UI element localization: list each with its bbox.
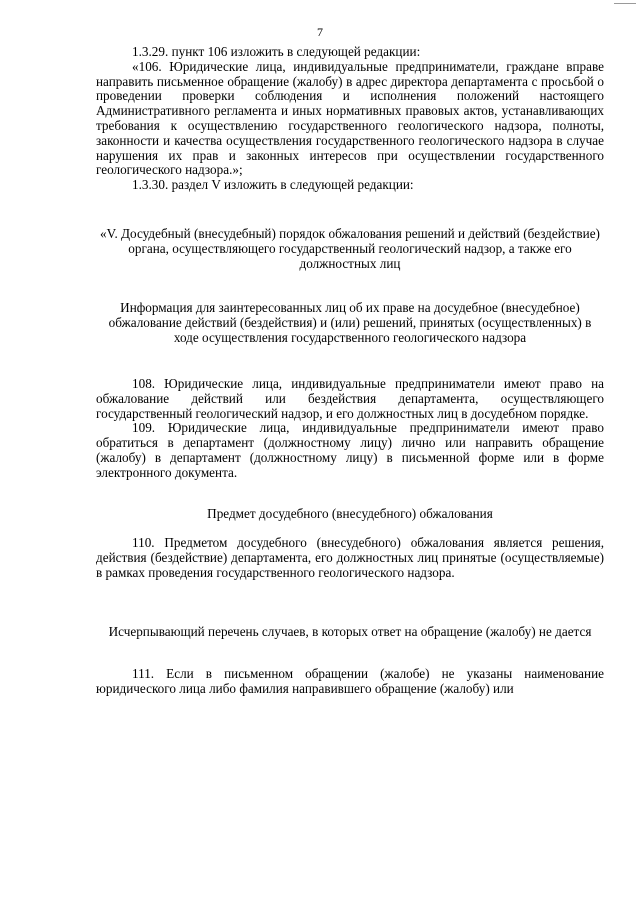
paragraph-109: 109. Юридические лица, индивидуальные предприниматели имеют право обратиться в департамент (должностному лицу) лично или направить обращение (жалобу) в департамент (должностному лицу) в письменной форме или в форме электронного документа. xyxy=(96,420,604,480)
paragraph-111-block xyxy=(96,667,604,697)
section-v-title-block xyxy=(96,227,604,271)
section-heading: Предмет досудебного (внесудебного) обжалования xyxy=(207,506,493,521)
paragraph-108: 108. Юридические лица, индивидуальные предприниматели имеют право на обжалование действий или бездействия департамента, осуществляющего государственный геологический надзор, и его должностных лиц в досудебном порядке. xyxy=(96,376,604,421)
amendment-paragraph: 1.3.30. раздел V изложить в следующей редакции: xyxy=(132,177,414,193)
section-heading: Исчерпывающий перечень случаев, в которых ответ на обращение (жалобу) не дается xyxy=(108,624,592,639)
heading-subject-block xyxy=(96,507,604,522)
scan-corner-mark xyxy=(614,0,636,4)
paragraphs-108-109 xyxy=(96,377,604,481)
section-title: «V. Досудебный (внесудебный) порядок обжалования решений и действий (бездействие) органа, осуществляющего государственный геологический надзор, а также его должностных лиц xyxy=(100,226,600,271)
paragraph-106: «106. Юридические лица, индивидуальные предприниматели, граждане вправе направить письменное обращение (жалобу) в адрес директора департамента с просьбой о проведении проверки соблюдения и исполнения положений настоящего Административного регламента и иных нормативных правовых актов, устанавливающих требования к осуществлению государственного геологического надзора, полноты, законности и качества осуществления государственного геологического надзора в случае нарушения их прав и законных интересов при осуществлении государственного геологического надзора.»; xyxy=(96,58,604,178)
heading-info-block xyxy=(96,301,604,345)
paragraph-110: 110. Предметом досудебного (внесудебного) обжалования является решения, действия (бездействие) департамента, его должностных лиц принятые (осуществляемые) в рамках проведения государственного геологического надзора. xyxy=(96,535,604,580)
paragraph-110-block xyxy=(96,536,604,580)
amendment-block-1-3-29 xyxy=(96,45,604,193)
paragraph-111: 111. Если в письменном обращении (жалобе) не указаны наименование юридического лица либо фамилия направившего обращение (жалобу) или xyxy=(96,666,604,696)
section-heading: Информация для заинтересованных лиц об их праве на досудебное (внесудебное) обжалование действий (бездействия) и (или) решений, принятых (осуществленных) в ходе осуществления государственного геологического надзора xyxy=(108,300,592,345)
heading-list-block xyxy=(96,625,604,640)
page-number: 7 xyxy=(317,25,323,39)
amendment-paragraph: 1.3.29. пункт 106 изложить в следующей редакции: xyxy=(132,44,421,59)
